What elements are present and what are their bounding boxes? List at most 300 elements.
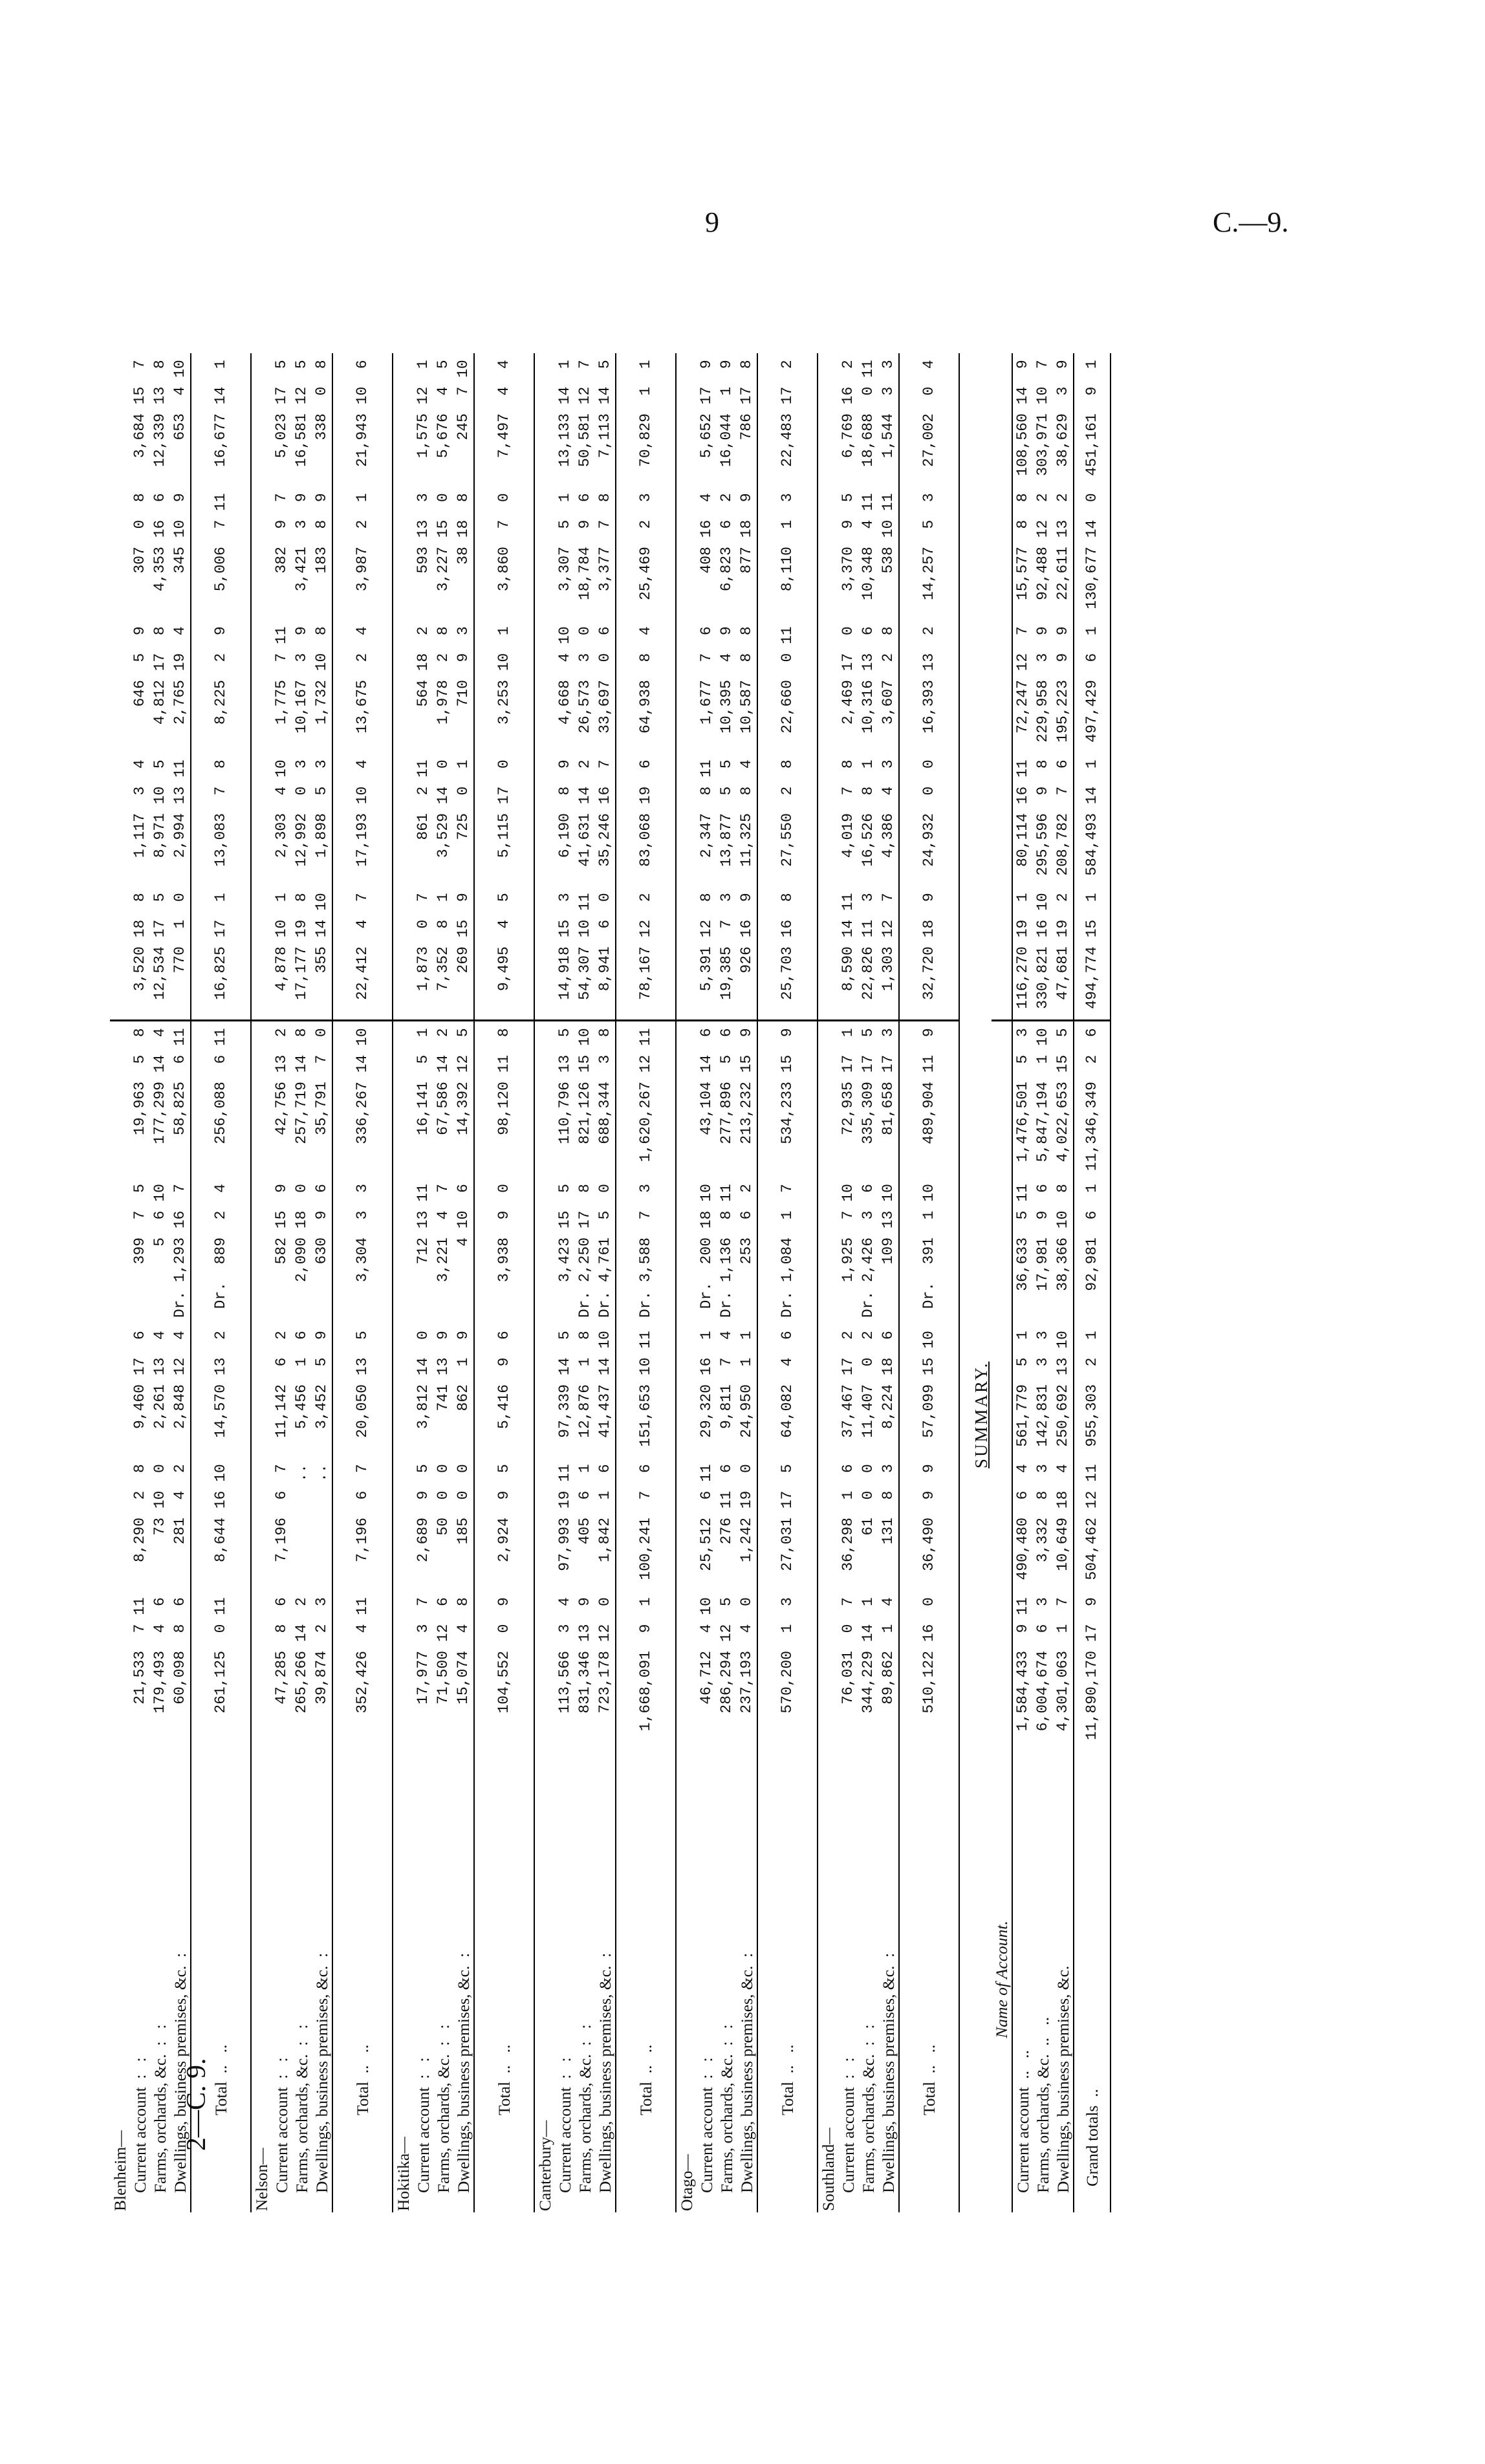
amount-cell: 303,971 10 7 [1034,360,1051,476]
amount-cell: 307 0 8 [131,493,148,574]
empty-cell [818,1324,838,1457]
amount-cell: 250,692 13 10 [1054,1331,1071,1447]
amount-cell: 24,932 0 0 [899,753,959,886]
empty-cell [818,1591,838,1747]
amount-cell: 73 10 0 [151,1464,168,1536]
empty-cell [676,620,697,753]
amount-cell: Dr. 200 18 10 [698,1184,715,1309]
amount-cell: 25,469 2 3 [616,486,676,620]
amount-cell: 1,732 10 8 [312,620,332,753]
amount-cell: 14,570 13 2 [191,1324,251,1457]
account-row [595,353,616,2212]
empty-cell [534,1324,555,1457]
empty-cell [251,620,272,753]
district-heading-row [251,353,272,2212]
amount-cell: Dr. 3,588 7 3 [616,1177,676,1324]
empty-cell [676,886,697,1021]
amount-cell: 344,229 14 1 [860,1597,876,1714]
amount-cell: 3,421 3 9 [293,493,310,592]
amount-cell: 8,590 14 11 [838,886,858,1021]
amount-cell: 1,842 1 6 [595,1457,616,1591]
district-total-row [474,353,534,2212]
amount-cell: 16,526 8 1 [860,759,876,867]
amount-cell: 195,223 9 9 [1054,626,1071,743]
amount-cell: 712 13 11 [415,1184,431,1265]
amount-cell: 584,493 14 1 [1074,753,1111,886]
amount-cell: .. [312,1457,332,1591]
amount-cell: Dr. 2,426 3 6 [860,1184,876,1318]
amount-cell: 5,115 17 0 [474,753,534,886]
amount-cell: Dr. 391 1 10 [899,1177,959,1324]
empty-cell [818,1177,838,1324]
leader-dots: : : [859,2024,878,2046]
amount-cell: 22,412 4 7 [332,886,393,1021]
amount-cell: 38,366 10 8 [1054,1184,1071,1291]
leader-dots: .. .. [778,2044,797,2074]
amount-cell: 72,935 17 1 [840,1028,856,1135]
amount-cell: 3,304 3 3 [332,1177,393,1324]
amount-cell: 11,890,170 17 9 [1074,1591,1111,1747]
amount-cell: 16,393 13 2 [899,620,959,753]
empty-cell [110,753,130,886]
amount-cell: 245 7 10 [453,353,474,486]
amount-cell: 58,825 6 11 [170,1021,191,1177]
row-label-text: Farms, orchards, &c. [434,2054,453,2193]
account-row [170,353,191,2212]
amount-cell: 6,190 8 9 [556,759,573,858]
amount-cell: 97,339 14 5 [556,1331,573,1438]
account-row [717,353,737,2212]
amount-cell: 593 13 3 [415,493,431,574]
amount-cell: 2,347 8 11 [698,759,715,858]
amount-cell: 16,581 12 5 [293,360,310,467]
amount-cell: 83,068 19 6 [616,753,676,886]
amount-cell: 22,660 0 11 [757,620,818,753]
amount-cell: 5,391 12 8 [697,886,717,1021]
empty-cell [251,1021,272,1177]
row-label [899,1747,959,2212]
empty-cell [393,1457,413,1591]
district-total-row [757,353,818,2212]
row-label-text: Total [778,2081,797,2115]
amount-cell: 723,178 12 0 [595,1591,616,1747]
row-label-text: Current account [1013,2087,1032,2193]
amount-cell: 1,544 3 3 [878,353,899,486]
empty-cell [992,886,1012,1021]
amount-cell: 9,811 7 4 [718,1331,735,1429]
leader-dots: .. .. [353,2044,372,2074]
amount-cell: 1,303 12 7 [878,886,899,1021]
account-row [838,353,858,2212]
empty-cell [251,1324,272,1457]
amount-cell: 64,938 8 4 [616,620,676,753]
amount-cell: 131 8 3 [878,1457,899,1591]
amount-cell: 21,943 10 6 [332,353,393,486]
amount-cell: 11,142 6 2 [273,1331,290,1438]
amount-cell: 504,462 12 11 [1074,1457,1111,1591]
empty-cell [110,1591,130,1747]
amount-cell: 5,456 1 6 [293,1331,310,1429]
amount-cell: 2,261 13 4 [151,1331,168,1429]
amount-cell: 47,681 19 2 [1053,886,1074,1021]
row-label [737,1747,757,2212]
summary-title-cell [971,353,992,1747]
amount-cell: 60,098 8 6 [170,1591,191,1747]
amount-cell: 564 18 2 [415,626,431,707]
row-label [433,1747,453,2212]
row-label-text: Total [353,2081,372,2115]
row-label-text: Total [636,2081,655,2115]
amount-cell: 4,878 10 1 [272,886,292,1021]
leader-dots: : : [697,2057,716,2079]
row-label [332,1747,393,2212]
amount-cell: 926 16 9 [737,886,757,1021]
amount-cell: 352,426 4 11 [332,1591,393,1747]
empty-cell [110,1457,130,1591]
empty-cell [992,486,1012,620]
amount-cell: 8,225 2 9 [191,620,251,753]
account-row [878,353,899,2212]
amount-cell: 38 18 8 [453,486,474,620]
empty-cell [534,1177,555,1324]
account-row [272,353,292,2212]
empty-cell [818,620,838,753]
amount-cell: 10,587 8 8 [737,620,757,753]
amount-cell: 5,847,194 1 10 [1034,1028,1051,1162]
amount-cell: 41,437 14 10 [595,1324,616,1457]
amount-cell: 12,534 17 5 [150,886,170,1021]
row-label-text: Dwellings, business premises, &c. [454,1965,473,2193]
amount-cell: 100,241 7 6 [616,1457,676,1591]
amount-cell: 19,385 7 3 [717,886,737,1021]
row-label-text: Dwellings, business premises, &c. [737,1965,756,2193]
amount-cell: 336,267 14 10 [332,1021,393,1177]
amount-cell: 4,301,063 1 7 [1054,1597,1071,1732]
amount-cell: 78,167 12 2 [616,886,676,1021]
amount-cell: 42,756 13 2 [273,1028,290,1135]
row-label-text: Dwellings, business premises, &c. [171,1965,190,2193]
amount-cell: 18,688 0 11 [860,360,876,467]
amount-cell: 345 10 9 [170,486,191,620]
summary-spacer-cell [971,1747,992,2212]
row-label-text: Farms, orchards, &c. [576,2054,594,2193]
empty-cell [110,1324,130,1457]
amount-cell: 41,631 14 2 [576,759,593,867]
amount-cell: 116,270 19 1 [1012,886,1033,1021]
empty-cell [818,353,838,486]
amount-cell: 12,992 0 3 [293,759,310,867]
amount-cell: 1,775 7 11 [273,626,290,725]
empty-cell [992,1021,1012,1177]
row-label-text: Current account [556,2087,574,2193]
amount-cell: 10,395 4 9 [718,626,735,734]
row-label-text: Dwellings, business premises, &c. [1054,1965,1072,2193]
amount-cell: 5,023 17 5 [273,360,290,459]
amount-cell: 14,392 12 5 [453,1021,474,1177]
empty-cell [676,353,697,486]
leader-dots: .. .. [636,2044,655,2074]
amount-cell: 3,520 18 8 [130,886,150,1021]
leader-dots: : [171,1952,190,1957]
amount-cell: 27,550 2 8 [757,753,818,886]
leader-dots: .. [1083,2089,1101,2097]
row-label [170,1747,191,2212]
empty-cell [534,1591,555,1747]
amount-cell: 17,981 9 6 [1034,1184,1051,1291]
amount-cell: 185 0 0 [453,1457,474,1591]
amount-cell: 1,978 2 8 [435,626,451,725]
amount-cell: Dr. 4,761 5 0 [595,1177,616,1324]
leader-dots: : : [131,2057,149,2079]
district-total-row [332,353,393,2212]
empty-cell [818,1021,838,1177]
amount-cell: 46,712 4 10 [698,1597,715,1705]
empty-cell [393,886,413,1021]
row-label-text: Current account [697,2087,716,2193]
amount-cell: 355 14 10 [312,886,332,1021]
empty-cell [534,886,555,1021]
amount-cell: 6,769 16 2 [840,360,856,459]
leader-dots: .. .. [1034,2017,1052,2046]
amount-cell: 71,500 12 6 [435,1597,451,1705]
amount-cell: 6,823 6 2 [718,493,735,592]
leader-dots: : : [576,2024,594,2046]
row-label-text: Farms, orchards, &c. [717,2054,736,2193]
amount-cell: 582 15 9 [273,1184,290,1265]
amount-cell: 13,083 7 8 [191,753,251,886]
amount-cell: 32,720 18 9 [899,886,959,1021]
amount-cell: 1,584,433 9 11 [1014,1597,1031,1732]
amount-cell: 13,133 14 1 [556,360,573,467]
empty-cell [251,886,272,1021]
leader-dots: : : [292,2024,311,2046]
amount-cell: 11,325 8 4 [737,753,757,886]
amount-cell: 1,873 0 7 [413,886,433,1021]
row-label [312,1747,332,2212]
rotated-table-area [110,239,1209,2212]
empty-cell [992,753,1012,886]
amount-cell: 955,303 2 1 [1074,1324,1111,1457]
amount-cell: 338 0 8 [312,353,332,486]
amount-cell: 570,200 1 3 [757,1591,818,1747]
amount-cell: 831,346 13 9 [576,1597,593,1714]
row-label [413,1747,433,2212]
amount-cell: 2,469 17 0 [840,626,856,725]
row-label [697,1747,717,2212]
amount-cell: 8,224 18 6 [878,1324,899,1457]
account-row [555,353,575,2212]
amount-cell: 1,117 3 4 [131,759,148,858]
amount-cell: 17,193 10 4 [332,753,393,886]
amount-cell: 22,483 17 2 [757,353,818,486]
amount-cell: Dr. 1,136 8 11 [718,1184,735,1318]
empty-cell [818,753,838,886]
empty-cell [534,486,555,620]
empty-cell [992,1177,1012,1324]
amount-cell: 89,862 1 4 [878,1591,899,1747]
row-label-text: Total [211,2081,230,2115]
amount-cell: 269 15 9 [453,886,474,1021]
amount-cell: Dr. 2,250 17 8 [576,1184,593,1318]
leader-dots: : : [272,2057,291,2079]
amount-cell: 3,377 7 8 [595,486,616,620]
amount-cell: 497,429 6 1 [1074,620,1111,753]
amount-cell: 3,332 8 3 [1034,1464,1051,1562]
amount-cell: 183 8 9 [312,486,332,620]
empty-cell [992,353,1012,486]
amount-cell: 382 9 7 [273,493,290,574]
amount-cell: 877 18 9 [737,486,757,620]
row-label [858,1747,878,2212]
leader-dots: .. .. [1013,2050,1032,2079]
amount-cell: 97,993 19 11 [556,1464,573,1571]
amount-cell: 3,987 2 1 [332,486,393,620]
account-row [150,353,170,2212]
amount-cell: 5,676 4 5 [435,360,451,459]
row-label [292,1747,312,2212]
amount-cell: 5,416 9 6 [474,1324,534,1457]
summary-title-row [971,353,992,2212]
amount-cell: 725 0 1 [453,753,474,886]
page-number: 9 [705,206,719,238]
amount-cell: 142,831 3 3 [1034,1331,1051,1447]
row-label [130,1747,150,2212]
amount-cell: 80,114 16 11 [1014,759,1031,867]
leader-dots: : [312,1952,331,1957]
amount-cell: 36,298 1 6 [840,1464,856,1571]
amount-cell: 22,826 11 3 [858,886,878,1021]
leader-dots: : [879,1952,898,1957]
amount-cell: 6,004,674 6 3 [1034,1597,1051,1732]
amount-cell: Dr. 889 2 4 [191,1177,251,1324]
amount-cell: 70,829 1 1 [616,353,676,486]
amount-cell: 276 11 6 [718,1464,735,1545]
row-label-text: Current account [272,2087,291,2193]
amount-cell: 37,467 17 2 [840,1331,856,1438]
amount-cell: 12,876 1 8 [576,1331,593,1438]
amount-cell: 16,141 5 1 [415,1028,431,1135]
amount-cell: 5 6 10 [151,1184,168,1247]
row-label-text: Dwellings, business premises, &c. [879,1965,898,2193]
summary-row [1033,353,1053,2212]
empty-cell [110,886,130,1021]
amount-cell: 256,088 6 11 [191,1021,251,1177]
empty-cell [676,1324,697,1457]
amount-cell: Dr. 1,293 16 7 [170,1177,191,1324]
empty-cell [534,353,555,486]
empty-cell [676,1177,697,1324]
amount-cell: 10,167 3 9 [293,626,310,734]
amount-cell: 213,232 15 9 [737,1021,757,1177]
amount-cell: 786 17 8 [737,353,757,486]
amount-cell: 38,629 3 9 [1054,360,1071,467]
amount-cell: 35,246 16 7 [595,753,616,886]
amount-cell: 67,586 14 2 [435,1028,451,1135]
empty-cell [110,1177,130,1324]
empty-cell [251,753,272,886]
document-reference: C.—9. [1213,206,1289,238]
amount-cell: 861 2 11 [415,759,431,840]
amount-cell: 335,309 17 5 [860,1028,876,1144]
amount-cell: 98,120 11 8 [474,1021,534,1177]
row-label [595,1747,616,2212]
empty-cell [676,753,697,886]
amount-cell: 237,193 4 0 [737,1591,757,1747]
amount-cell: 36,490 9 9 [899,1457,959,1591]
amount-cell: 179,493 4 6 [151,1597,168,1714]
amount-cell: 261,125 0 11 [191,1591,251,1747]
amount-cell: 57,099 15 10 [899,1324,959,1457]
amount-cell: 104,552 0 9 [474,1591,534,1747]
amount-cell: 72,247 12 7 [1014,626,1031,734]
amount-cell: 408 16 4 [698,493,715,574]
amount-cell: 177,299 14 4 [151,1028,168,1144]
amount-cell: 18,784 9 6 [576,493,593,600]
amount-cell: 1,898 5 3 [312,753,332,886]
amount-cell: 15,577 8 8 [1014,493,1031,600]
empty-cell [393,620,413,753]
amount-cell: 4,353 16 6 [151,493,168,592]
amount-cell: 8,941 6 0 [595,886,616,1021]
row-label [150,1747,170,2212]
row-label [453,1747,474,2212]
amount-cell: 4,386 4 3 [878,753,899,886]
amount-cell: 7,196 6 7 [332,1457,393,1591]
amount-cell: 281 4 2 [170,1457,191,1591]
amount-cell: 9,460 17 6 [131,1331,148,1429]
amount-cell: 2,994 13 11 [170,753,191,886]
empty-cell [676,1457,697,1591]
row-label-text: Farms, orchards, &c. [1034,2054,1052,2193]
empty-cell [818,1457,838,1591]
amount-cell: 277,896 5 6 [718,1028,735,1144]
row-label-text: Total [495,2081,514,2115]
row-label [1033,1747,1053,2212]
amount-cell: 8,971 10 5 [151,759,168,858]
amount-cell: 208,782 7 6 [1054,759,1071,876]
amount-cell: 20,050 13 5 [332,1324,393,1457]
amount-cell: 1,476,501 5 3 [1014,1028,1031,1162]
row-label [191,1747,251,2212]
amount-cell: 7,497 4 4 [474,353,534,486]
district-name: Blenheim— [111,2130,129,2211]
amount-cell: 1,575 12 1 [415,360,431,459]
district-name: Nelson— [252,2148,271,2211]
leader-dots: : : [717,2024,736,2046]
amount-cell: 11,407 0 2 [860,1331,876,1438]
empty-cell [992,1591,1012,1747]
amount-cell: 4,668 4 10 [556,626,573,725]
empty-cell [534,1021,555,1177]
amount-cell: 17,977 3 7 [415,1597,431,1705]
amount-cell: 16,825 17 1 [191,886,251,1021]
amount-cell: 25,512 6 11 [698,1464,715,1571]
amount-cell: 3,307 5 1 [556,493,573,592]
amount-cell: 4,812 17 8 [151,626,168,725]
amount-cell: 3,370 9 5 [840,493,856,592]
amount-cell: 43,104 14 6 [698,1028,715,1135]
name-of-account-heading: Name of Account. [992,1747,1012,2212]
amount-cell: 3,812 14 0 [415,1331,431,1429]
amount-cell: 510,122 16 0 [899,1591,959,1747]
amount-cell: 50 0 0 [435,1464,451,1536]
amount-cell: Dr. 1,084 1 7 [757,1177,818,1324]
district-total-row [191,353,251,2212]
amount-cell: 710 9 3 [453,620,474,753]
empty-cell [251,353,272,486]
amount-cell: 534,233 15 9 [757,1021,818,1177]
row-label [838,1747,858,2212]
